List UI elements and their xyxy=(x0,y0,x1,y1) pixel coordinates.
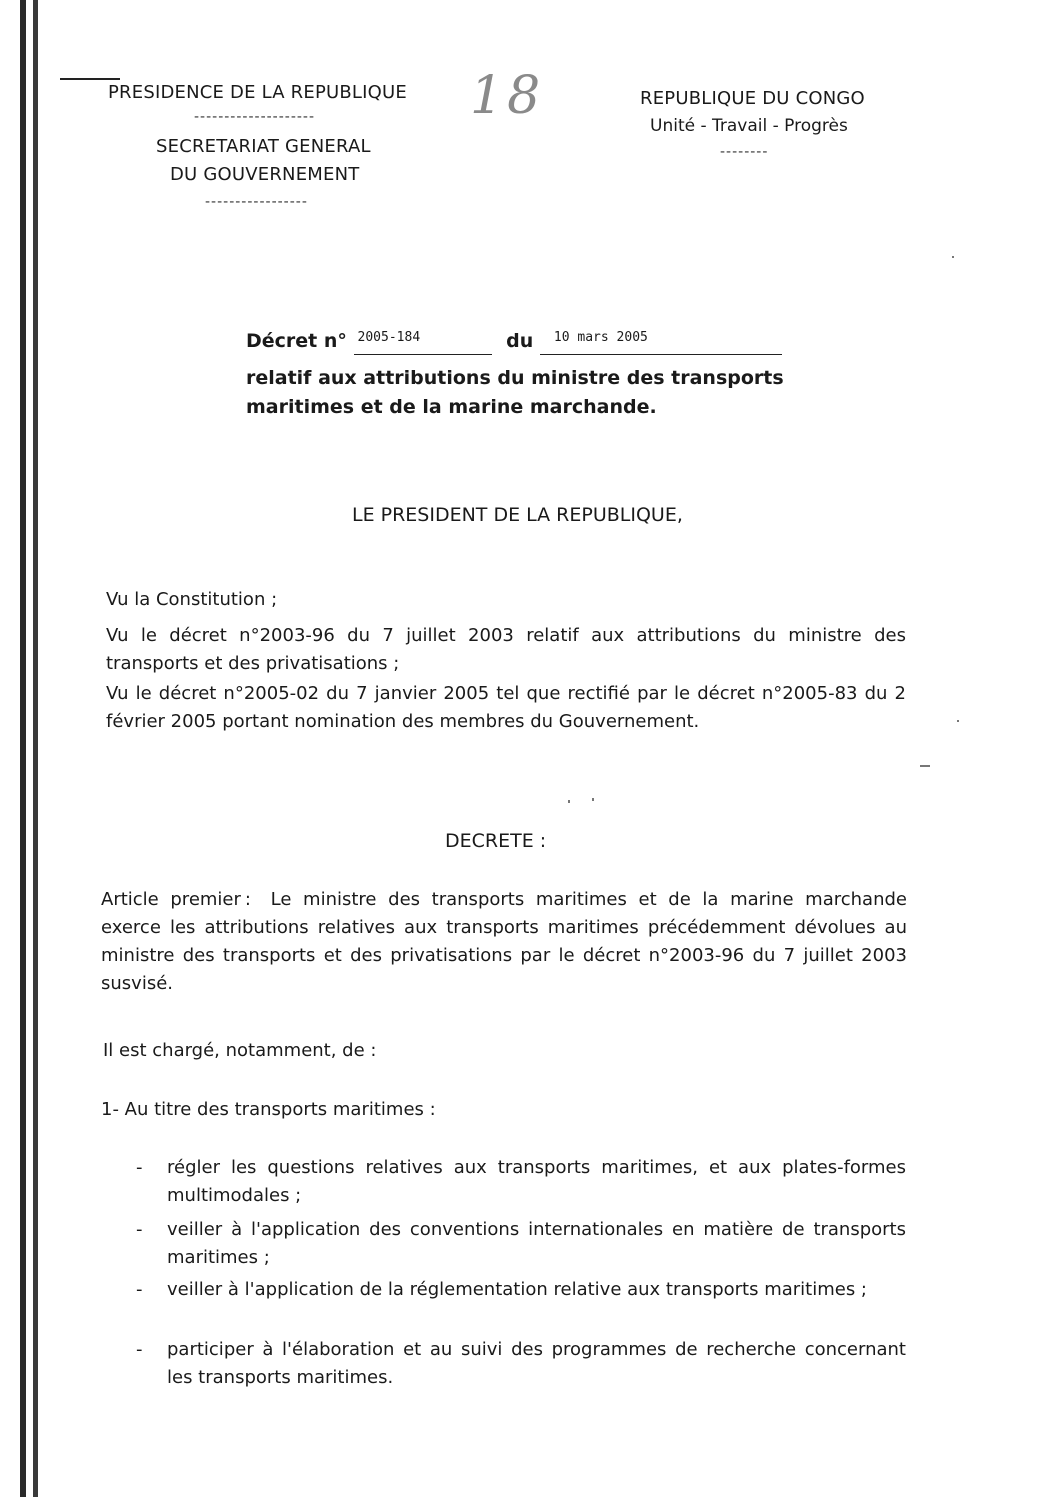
article-label: Article premier xyxy=(101,889,241,910)
bullet-text: participer à l'élaboration et au suivi des programmes de recherche concernant les transports maritimes. xyxy=(167,1339,906,1388)
decree-subject-line1: relatif aux attributions du ministre des transports xyxy=(246,367,784,389)
section1-title: 1- Au titre des transports maritimes : xyxy=(101,1099,436,1120)
decree-number-field xyxy=(354,332,492,355)
scan-speck xyxy=(952,256,954,258)
scan-speck xyxy=(568,800,570,803)
bullet-dash: - xyxy=(136,1339,143,1360)
header-left-line3: DU GOUVERNEMENT xyxy=(170,164,360,185)
scan-binding-bar-right xyxy=(33,0,38,1497)
header-right-line1: REPUBLIQUE DU CONGO xyxy=(640,88,865,109)
decree-prefix: Décret n° xyxy=(246,330,347,352)
bullet-dash: - xyxy=(136,1157,143,1178)
bullet-text: veiller à l'application de la réglementation relative aux transports maritimes ; xyxy=(167,1279,867,1300)
vu-decree-2005-02: Vu le décret n°2005-02 du 7 janvier 2005 tel que rectifié par le décret n°2005-83 du 2 février 2005 portant nomination des membres du Gouvernement. xyxy=(106,683,906,732)
decree-number: 2005-184 xyxy=(357,330,421,345)
article-text: Le ministre des transports maritimes et de la marine marchande exerce les attributions relatives aux transports maritimes précédemment dévolues au ministre des transports et des privatisations par le décret n°2003-96 du 7 juillet 2003 susvisé. xyxy=(101,889,907,994)
decree-du: du xyxy=(506,330,534,352)
decree-date: 10 mars 2005 xyxy=(553,330,648,345)
scan-speck xyxy=(592,798,594,801)
header-right-dash: -------- xyxy=(720,144,769,160)
article-premier xyxy=(101,886,907,998)
president-heading: LE PRESIDENT DE LA REPUBLIQUE, xyxy=(352,504,683,526)
vu-decree-2003-96: Vu le décret n°2003-96 du 7 juillet 2003 relatif aux attributions du ministre des transports et des privatisations ; xyxy=(106,625,906,674)
handwritten-page-number: 18 xyxy=(470,66,545,126)
bullet-text: veiller à l'application des conventions internationales en matière de transports maritimes ; xyxy=(167,1219,906,1268)
charged-intro: Il est chargé, notamment, de : xyxy=(103,1040,377,1061)
bullet-dash: - xyxy=(136,1219,143,1240)
header-left-line1: PRESIDENCE DE LA REPUBLIQUE xyxy=(108,82,407,103)
decree-subject-line2: maritimes et de la marine marchande. xyxy=(246,396,657,418)
scan-speck xyxy=(957,720,959,722)
bullet-dash: - xyxy=(136,1279,143,1300)
scan-speck xyxy=(920,765,930,767)
bullet-text: régler les questions relatives aux transports maritimes, et aux plates-formes multimodales ; xyxy=(167,1157,906,1206)
article-colon: : xyxy=(244,889,251,910)
scan-binding-bar-left xyxy=(20,0,26,1497)
decree-title-line xyxy=(246,330,776,353)
decree-date-field xyxy=(540,332,782,355)
header-right-motto: Unité - Travail - Progrès xyxy=(650,116,848,136)
header-left-dash2: ----------------- xyxy=(205,194,308,210)
header-left-dash1: -------------------- xyxy=(194,109,316,125)
list-item xyxy=(136,1216,906,1272)
decrete-heading: DECRETE : xyxy=(445,830,547,852)
header-left-line2: SECRETARIAT GENERAL xyxy=(156,136,371,157)
list-item xyxy=(136,1336,906,1392)
vu-constitution: Vu la Constitution ; xyxy=(106,589,278,610)
header-strike-line xyxy=(60,78,120,80)
list-item xyxy=(136,1154,906,1210)
list-item xyxy=(136,1276,906,1304)
